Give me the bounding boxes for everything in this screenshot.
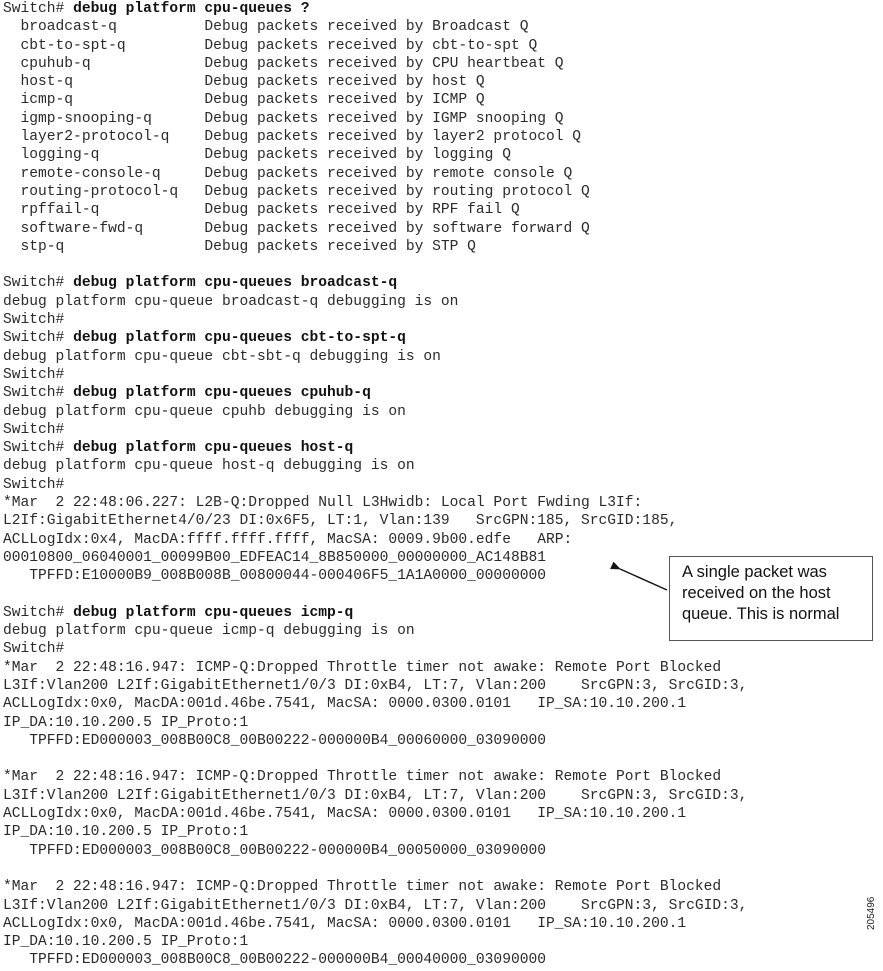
output-line: debug platform cpu-queue icmp-q debugging is on (3, 623, 415, 640)
cli-prompt: Switch# (3, 275, 74, 292)
output-line: debug platform cpu-queue host-q debugging is on (3, 458, 415, 475)
output-line: Switch# (3, 476, 65, 493)
cli-command: debug platform cpu-queues broadcast-q (73, 275, 398, 292)
output-line: remote-console-q Debug packets received by remote console Q (3, 165, 573, 182)
output-line: L3If:Vlan200 L2If:GigabitEthernet1/0/3 DI:0xB4, LT:7, Vlan:200 SrcGPN:3, SrcGID:3, (3, 787, 748, 804)
output-line: ACLLogIdx:0x0, MacDA:001d.46be.7541, MacSA: 0000.0300.0101 IP_SA:10.10.200.1 (3, 806, 687, 823)
callout-annotation (669, 556, 873, 641)
output-line: debug platform cpu-queue cpuhb debugging is on (3, 403, 406, 420)
output-line: cpuhub-q Debug packets received by CPU heartbeat Q (3, 55, 564, 72)
figure-id: 205496 (866, 896, 877, 930)
output-line: debug platform cpu-queue broadcast-q debugging is on (3, 293, 459, 310)
output-line: IP_DA:10.10.200.5 IP_Proto:1 (3, 934, 249, 951)
callout-line-2: received on the host (682, 584, 831, 602)
cli-prompt: Switch# (3, 440, 74, 457)
cli-command: debug platform cpu-queues host-q (73, 440, 354, 457)
output-line: stp-q Debug packets received by STP Q (3, 238, 476, 255)
output-line: *Mar 2 22:48:16.947: ICMP-Q:Dropped Throttle timer not awake: Remote Port Blocked (3, 769, 722, 786)
output-line: debug platform cpu-queue cbt-sbt-q debugging is on (3, 348, 441, 365)
output-line: rpffail-q Debug packets received by RPF fail Q (3, 202, 520, 219)
output-line: Switch# (3, 641, 65, 658)
output-line: *Mar 2 22:48:16.947: ICMP-Q:Dropped Throttle timer not awake: Remote Port Blocked (3, 659, 722, 676)
cli-command: debug platform cpu-queues cbt-to-spt-q (73, 330, 406, 347)
output-line: host-q Debug packets received by host Q (3, 74, 485, 91)
output-line: Switch# (3, 366, 65, 383)
cli-command: debug platform cpu-queues icmp-q (73, 604, 354, 621)
output-line: IP_DA:10.10.200.5 IP_Proto:1 (3, 824, 249, 841)
output-line: layer2-protocol-q Debug packets received by layer2 protocol Q (3, 129, 582, 146)
cli-prompt: Switch# (3, 1, 74, 17)
output-line: ACLLogIdx:0x0, MacDA:001d.46be.7541, MacSA: 0000.0300.0101 IP_SA:10.10.200.1 (3, 696, 687, 713)
cli-prompt: Switch# (3, 385, 74, 402)
cli-prompt: Switch# (3, 604, 74, 621)
output-line: broadcast-q Debug packets received by Broadcast Q (3, 19, 529, 36)
output-line: ACLLogIdx:0x4, MacDA:ffff.ffff.ffff, MacSA: 0009.9b00.edfe ARP: (3, 531, 573, 548)
output-line: routing-protocol-q Debug packets received by routing protocol Q (3, 183, 590, 200)
output-line: L3If:Vlan200 L2If:GigabitEthernet1/0/3 DI:0xB4, LT:7, Vlan:200 SrcGPN:3, SrcGID:3, (3, 897, 748, 914)
output-line: IP_DA:10.10.200.5 IP_Proto:1 (3, 714, 249, 731)
output-line: cbt-to-spt-q Debug packets received by cbt-to-spt Q (3, 37, 538, 54)
callout-line-1: A single packet was (682, 563, 827, 581)
output-line: *Mar 2 22:48:06.227: L2B-Q:Dropped Null L3Hwidb: Local Port Fwding L3If: (3, 495, 643, 512)
cli-command: debug platform cpu-queues ? (73, 1, 310, 17)
callout-line-3: queue. This is normal (682, 605, 840, 623)
output-line: L2If:GigabitEthernet4/0/23 DI:0x6F5, LT:1, Vlan:139 SrcGPN:185, SrcGID:185, (3, 513, 678, 530)
output-line: icmp-q Debug packets received by ICMP Q (3, 92, 485, 109)
output-line: L3If:Vlan200 L2If:GigabitEthernet1/0/3 DI:0xB4, LT:7, Vlan:200 SrcGPN:3, SrcGID:3, (3, 677, 748, 694)
output-line: logging-q Debug packets received by logging Q (3, 147, 511, 164)
output-line: TPFFD:E10000B9_008B008B_00800044-000406F5_1A1A0000_00000000 (3, 568, 546, 585)
output-line: TPFFD:ED000003_008B00C8_00B00222-000000B4_00060000_03090000 (3, 732, 546, 749)
output-line: igmp-snooping-q Debug packets received by IGMP snooping Q (3, 110, 564, 127)
output-line: TPFFD:ED000003_008B00C8_00B00222-000000B4_00050000_03090000 (3, 842, 546, 859)
cli-command: debug platform cpu-queues cpuhub-q (73, 385, 371, 402)
output-line: TPFFD:ED000003_008B00C8_00B00222-000000B4_00040000_03090000 (3, 952, 546, 969)
output-line: Switch# (3, 421, 65, 438)
output-line: Switch# (3, 312, 65, 329)
cli-prompt: Switch# (3, 330, 74, 347)
output-line: *Mar 2 22:48:16.947: ICMP-Q:Dropped Throttle timer not awake: Remote Port Blocked (3, 879, 722, 896)
output-line: ACLLogIdx:0x0, MacDA:001d.46be.7541, MacSA: 0000.0300.0101 IP_SA:10.10.200.1 (3, 915, 687, 932)
output-line: software-fwd-q Debug packets received by software forward Q (3, 220, 590, 237)
output-line: 00010800_06040001_00099B00_EDFEAC14_8B850000_00000000_AC148B81 (3, 549, 546, 566)
